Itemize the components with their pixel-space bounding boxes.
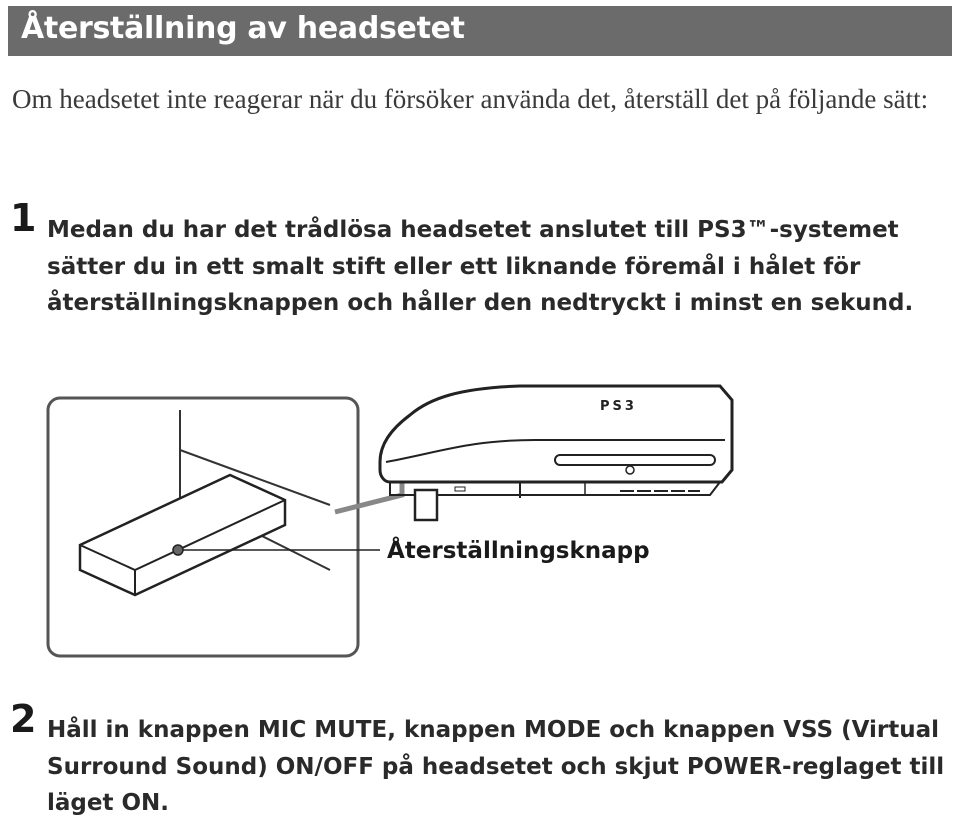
reset-illustration	[0, 380, 960, 680]
step-1-number: 1	[10, 196, 37, 240]
ps3-console	[380, 386, 732, 520]
step-2-number: 2	[10, 697, 37, 741]
plugged-adapter	[415, 490, 437, 520]
disc-slot	[555, 455, 715, 465]
wireless-adapter	[80, 475, 285, 595]
reset-button-label: Återställningsknapp	[387, 538, 650, 564]
step-1-text: Medan du har det trådlösa headsetet anslutet till PS3™-systemet sätter du in ett smalt stift eller ett liknande föremål i hålet för återställningsknappen och håller den nedtryckt i minst en sekund.	[47, 217, 914, 316]
step-2-text: Håll in knappen MIC MUTE, knappen MODE och knappen VSS (Virtual Surround Sound) ON/OFF på headsetet och skjut POWER-reglaget till läget ON.	[47, 717, 945, 816]
page-title: Återställning av headsetet	[21, 11, 465, 46]
intro-paragraph: Om headsetet inte reagerar när du försöker använda det, återställ det på följande sätt:	[12, 84, 929, 114]
section-title-bar	[8, 6, 952, 56]
reset-hole	[173, 545, 183, 555]
console-logo: PS3	[600, 399, 637, 414]
